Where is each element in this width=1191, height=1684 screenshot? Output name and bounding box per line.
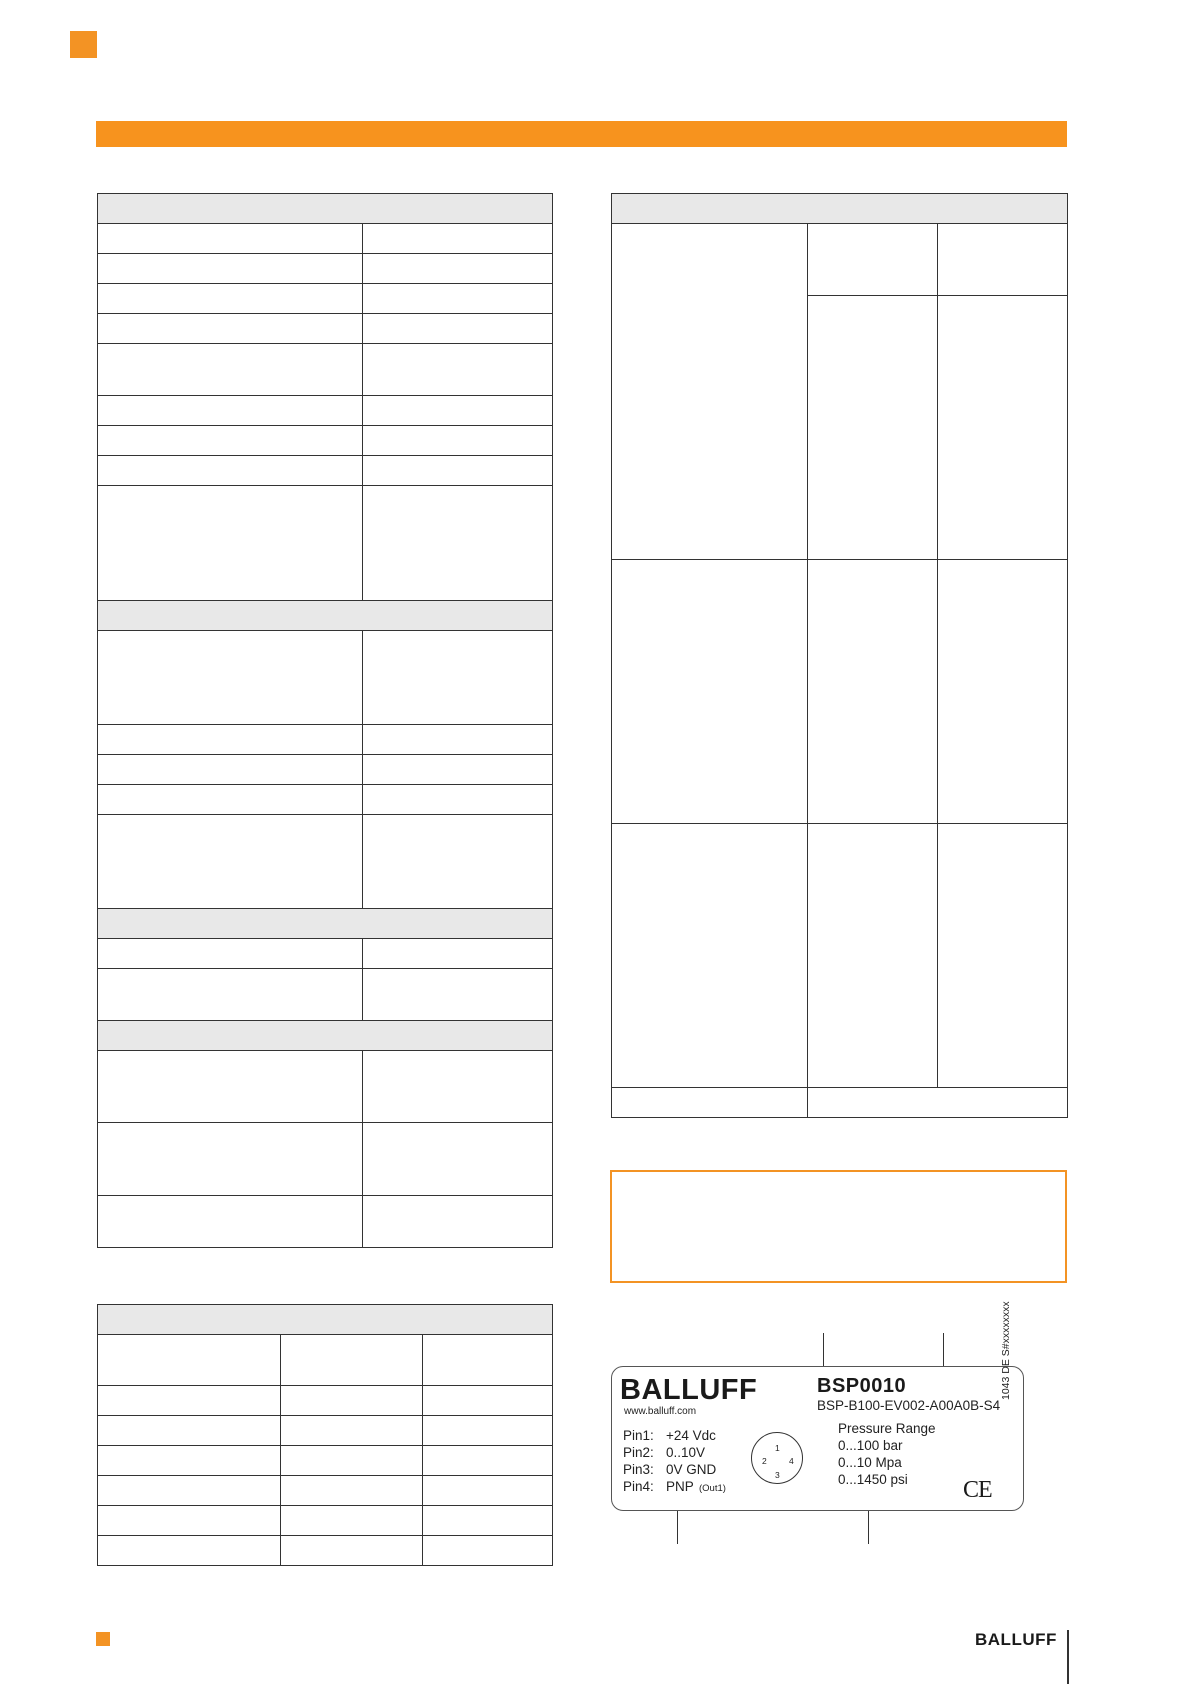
- ce-mark: CE: [963, 1477, 992, 1503]
- table-cell: [363, 486, 553, 601]
- pressure-range-psi: 0...1450 psi: [838, 1472, 908, 1487]
- footer-brand-logo: BALLUFF: [975, 1630, 1057, 1649]
- table-cell: [938, 560, 1068, 824]
- table-cell: [363, 314, 553, 344]
- label-website: www.balluff.com: [624, 1406, 697, 1417]
- table-cell: [98, 1446, 281, 1476]
- table-cell: [98, 486, 363, 601]
- table-cell: [98, 456, 363, 486]
- table-cell: [808, 224, 938, 296]
- pin-note: (Out1): [699, 1483, 726, 1494]
- pin-label: Pin4:: [623, 1479, 654, 1494]
- corner-marker: [70, 31, 97, 58]
- table-cell: [808, 560, 938, 824]
- table-cell: [98, 785, 363, 815]
- table-cell: [98, 1536, 281, 1566]
- table-cell: [98, 631, 363, 725]
- connector-pin-3: 3: [775, 1470, 780, 1480]
- table-cell: [281, 1446, 423, 1476]
- table-cell: [363, 1051, 553, 1123]
- table-cell: [363, 224, 553, 254]
- connector-pin-1: 1: [775, 1443, 780, 1453]
- pin-label: Pin1:: [623, 1428, 654, 1443]
- table-cell: [612, 824, 808, 1088]
- pin-value: 0..10V: [666, 1445, 706, 1460]
- label-type-code: BSP-B100-EV002-A00A0B-S4: [817, 1398, 1001, 1413]
- pin-label: Pin3:: [623, 1462, 654, 1477]
- table-cell: [98, 1416, 281, 1446]
- table-cell: [98, 314, 363, 344]
- table-cell: [423, 1416, 553, 1446]
- table-cell: [363, 631, 553, 725]
- table-cell: [363, 284, 553, 314]
- table-cell: [423, 1476, 553, 1506]
- table-cell: [938, 824, 1068, 1088]
- table-cell: [363, 456, 553, 486]
- table-cell: [281, 1386, 423, 1416]
- table-cell: [363, 344, 553, 396]
- table-cell: [281, 1506, 423, 1536]
- table-cell: [281, 1335, 423, 1386]
- header-band: [96, 121, 1067, 147]
- table-cell: [808, 1088, 1068, 1118]
- table-cell: [938, 296, 1068, 560]
- pressure-range-title: Pressure Range: [838, 1421, 936, 1436]
- table-cell: [98, 396, 363, 426]
- table-header: [612, 194, 1068, 224]
- table-header: [98, 909, 553, 939]
- table-cell: [938, 224, 1068, 296]
- table-cell: [98, 939, 363, 969]
- table-cell: [363, 755, 553, 785]
- table-cell: [423, 1335, 553, 1386]
- table-cell: [808, 824, 938, 1088]
- table-cell: [423, 1506, 553, 1536]
- pin-value: +24 Vdc: [666, 1428, 716, 1443]
- connector-pin-4: 4: [789, 1456, 794, 1466]
- spec-table-main: [97, 193, 553, 1248]
- table-cell: [363, 1196, 553, 1248]
- table-header: [98, 1021, 553, 1051]
- table-cell: [423, 1386, 553, 1416]
- table-cell: [98, 815, 363, 909]
- table-cell: [363, 939, 553, 969]
- table-cell: [281, 1476, 423, 1506]
- table-cell: [363, 254, 553, 284]
- table-cell: [98, 969, 363, 1021]
- table-header: [98, 1305, 553, 1335]
- table-cell: [808, 296, 938, 560]
- note-box: [610, 1170, 1067, 1283]
- table-cell: [98, 725, 363, 755]
- table-cell: [363, 396, 553, 426]
- table-cell: [98, 1123, 363, 1196]
- footer-divider: [1067, 1630, 1069, 1684]
- table-cell: [98, 224, 363, 254]
- pressure-range-bar: 0...100 bar: [838, 1438, 903, 1453]
- table-cell: [98, 284, 363, 314]
- footer-marker: [96, 1632, 110, 1646]
- table-header: [98, 194, 553, 224]
- table-cell: [612, 224, 808, 560]
- table-header: [98, 601, 553, 631]
- table-cell: [363, 969, 553, 1021]
- table-cell: [423, 1536, 553, 1566]
- label-brand-logo: BALLUFF: [620, 1374, 758, 1406]
- label-order-code: BSP0010: [817, 1375, 907, 1397]
- table-cell: [98, 254, 363, 284]
- table-cell: [98, 1476, 281, 1506]
- pin-value: PNP: [666, 1479, 694, 1494]
- table-cell: [363, 725, 553, 755]
- table-cell: [281, 1536, 423, 1566]
- table-cell: [363, 1123, 553, 1196]
- table-cell: [98, 344, 363, 396]
- serial-number: 1043 DE S#xxxxxxxx: [1000, 1301, 1012, 1400]
- table-cell: [98, 755, 363, 785]
- spec-table-secondary: [97, 1304, 553, 1566]
- table-cell: [98, 1506, 281, 1536]
- connector-pin-2: 2: [762, 1456, 767, 1466]
- table-cell: [612, 560, 808, 824]
- pressure-range-mpa: 0...10 Mpa: [838, 1455, 902, 1470]
- table-cell: [363, 815, 553, 909]
- table-cell: [98, 1386, 281, 1416]
- table-cell: [423, 1446, 553, 1476]
- table-cell: [98, 1196, 363, 1248]
- table-cell: [98, 426, 363, 456]
- table-cell: [281, 1416, 423, 1446]
- table-cell: [98, 1051, 363, 1123]
- table-cell: [363, 426, 553, 456]
- wiring-table: [611, 193, 1068, 1118]
- table-cell: [98, 1335, 281, 1386]
- table-cell: [363, 785, 553, 815]
- pin-label: Pin2:: [623, 1445, 654, 1460]
- pin-value: 0V GND: [666, 1462, 717, 1477]
- table-cell: [612, 1088, 808, 1118]
